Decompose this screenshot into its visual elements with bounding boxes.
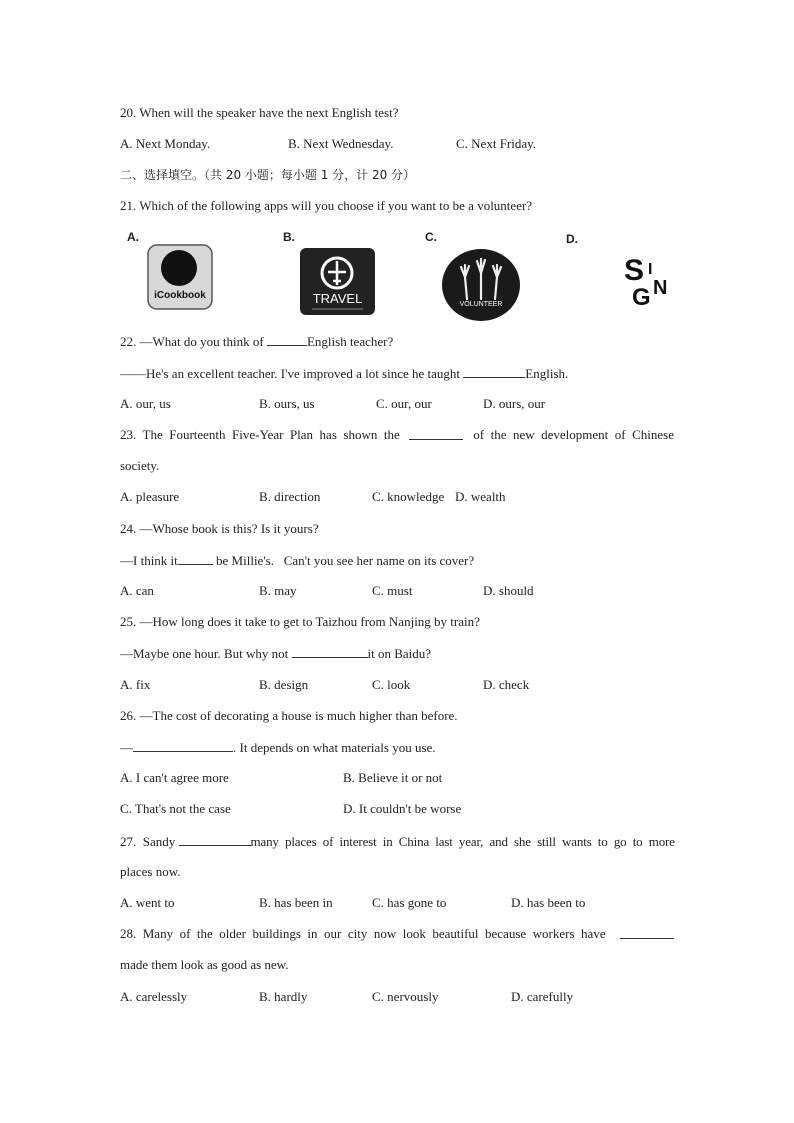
q26-option-d: D. It couldn't be worse <box>343 801 462 816</box>
q24-reply-part2: be Millie's. Can't you see her name on its cover? <box>212 553 475 568</box>
q23-option-a: A. pleasure <box>120 489 180 504</box>
q27-option-d: D. has been to <box>511 895 586 910</box>
q23-blank[interactable] <box>409 427 463 440</box>
sing-letter-i: I <box>648 261 653 278</box>
q23-option-b: B. direction <box>259 489 321 504</box>
q20-option-a: A. Next Monday. <box>120 136 211 151</box>
q22-stem-part2: English teacher? <box>306 334 394 349</box>
section-heading: 二、选择填空。（共 20 小题；每小题 1 分，计 20 分） <box>120 168 416 182</box>
q24-option-a: A. can <box>120 583 154 598</box>
sing-letter-s: S <box>624 254 645 287</box>
q26-stem: 26. —The cost of decorating a house is much higher than before. <box>120 708 458 723</box>
q22-reply-part1: ——He's an excellent teacher. I've improved a lot since he taught <box>120 366 464 381</box>
q24-blank[interactable] <box>178 552 213 565</box>
q22-blank-2[interactable] <box>463 365 525 378</box>
q28-option-b: B. hardly <box>259 989 308 1004</box>
q21-letter-d: D. <box>566 232 578 246</box>
q25-reply-part1: —Maybe one hour. But why not <box>120 646 292 661</box>
q21-letter-c: C. <box>425 230 437 244</box>
q22-option-a: A. our, us <box>120 396 171 411</box>
q28-stem-text: 28. Many of the older buildings in our city now look beautiful because workers have <box>120 926 606 941</box>
q21-letter-b: B. <box>283 230 295 244</box>
volunteer-app-icon[interactable] <box>441 249 521 322</box>
volunteer-label: VOLUNTEER <box>459 301 503 308</box>
q23-option-d: D. wealth <box>455 489 506 504</box>
q24-reply-part1: —I think it <box>120 553 178 568</box>
q27-blank[interactable] <box>179 833 251 846</box>
q27-option-b: B. has been in <box>259 895 333 910</box>
q28-stem <box>120 926 674 942</box>
q20-option-b: B. Next Wednesday. <box>288 136 394 151</box>
q20-option-c: C. Next Friday. <box>456 136 537 151</box>
q26-option-a: A. I can't agree more <box>120 770 229 785</box>
travel-app-icon[interactable] <box>300 248 375 315</box>
q23-stem-cont: society. <box>120 458 160 473</box>
q24-option-c: C. must <box>372 583 413 598</box>
q27-option-c: C. has gone to <box>372 895 447 910</box>
q25-blank[interactable] <box>292 645 368 658</box>
q24-reply <box>120 552 474 569</box>
q27-stem-part1: 27. Sandy <box>120 834 179 849</box>
q28-option-a: A. carelessly <box>120 989 188 1004</box>
q25-option-a: A. fix <box>120 677 151 692</box>
sing-app-icon[interactable] <box>622 256 674 312</box>
q23-stem <box>120 427 674 443</box>
q27-stem-cont: places now. <box>120 864 181 879</box>
q25-reply <box>120 645 431 662</box>
sing-letter-g: G <box>632 284 651 311</box>
q28-option-c: C. nervously <box>372 989 439 1004</box>
q20-stem: 20. When will the speaker have the next English test? <box>120 105 399 120</box>
q22-option-c: C. our, our <box>376 396 432 411</box>
q25-option-b: B. design <box>259 677 309 692</box>
q26-reply-part2: . It depends on what materials you use. <box>233 740 436 755</box>
q21-letter-a: A. <box>127 230 139 244</box>
icookbook-app-icon[interactable] <box>147 244 213 310</box>
q28-stem-cont: made them look as good as new. <box>120 957 289 972</box>
q22-option-b: B. ours, us <box>259 396 315 411</box>
q26-blank[interactable] <box>133 739 233 752</box>
q25-option-c: C. look <box>372 677 411 692</box>
q22-reply <box>120 365 568 382</box>
q25-option-d: D. check <box>483 677 530 692</box>
q22-stem <box>120 333 393 350</box>
q28-option-d: D. carefully <box>511 989 574 1004</box>
q27-option-a: A. went to <box>120 895 175 910</box>
travel-label: TRAVEL <box>312 291 363 306</box>
q25-reply-part2: it on Baidu? <box>367 646 432 661</box>
q22-stem-part1: 22. —What do you think of <box>120 334 267 349</box>
q28-blank[interactable] <box>620 926 674 939</box>
q24-option-d: D. should <box>483 583 534 598</box>
q23-option-c: C. knowledge <box>372 489 445 504</box>
icookbook-label: iCookbook <box>154 290 206 301</box>
q26-reply-part1: — <box>120 740 133 755</box>
q21-stem: 21. Which of the following apps will you choose if you want to be a volunteer? <box>120 198 533 213</box>
sing-letter-n: N <box>653 277 668 299</box>
q27-stem <box>120 833 675 850</box>
q26-reply <box>120 739 436 756</box>
q25-stem: 25. —How long does it take to get to Taizhou from Nanjing by train? <box>120 614 480 629</box>
q22-blank-1[interactable] <box>267 333 307 346</box>
q24-stem: 24. —Whose book is this? Is it yours? <box>120 521 319 536</box>
q23-stem-part2: of the new development of Chinese <box>473 427 674 442</box>
q22-option-d: D. ours, our <box>483 396 546 411</box>
q22-reply-part2: English. <box>525 366 569 381</box>
q23-stem-part1: 23. The Fourteenth Five-Year Plan has shown the <box>120 427 400 442</box>
q26-option-c: C. That's not the case <box>120 801 231 816</box>
q27-stem-part2: many places of interest in China last year, and she still wants to go to more <box>250 834 675 849</box>
q26-option-b: B. Believe it or not <box>343 770 443 785</box>
q24-option-b: B. may <box>259 583 297 598</box>
